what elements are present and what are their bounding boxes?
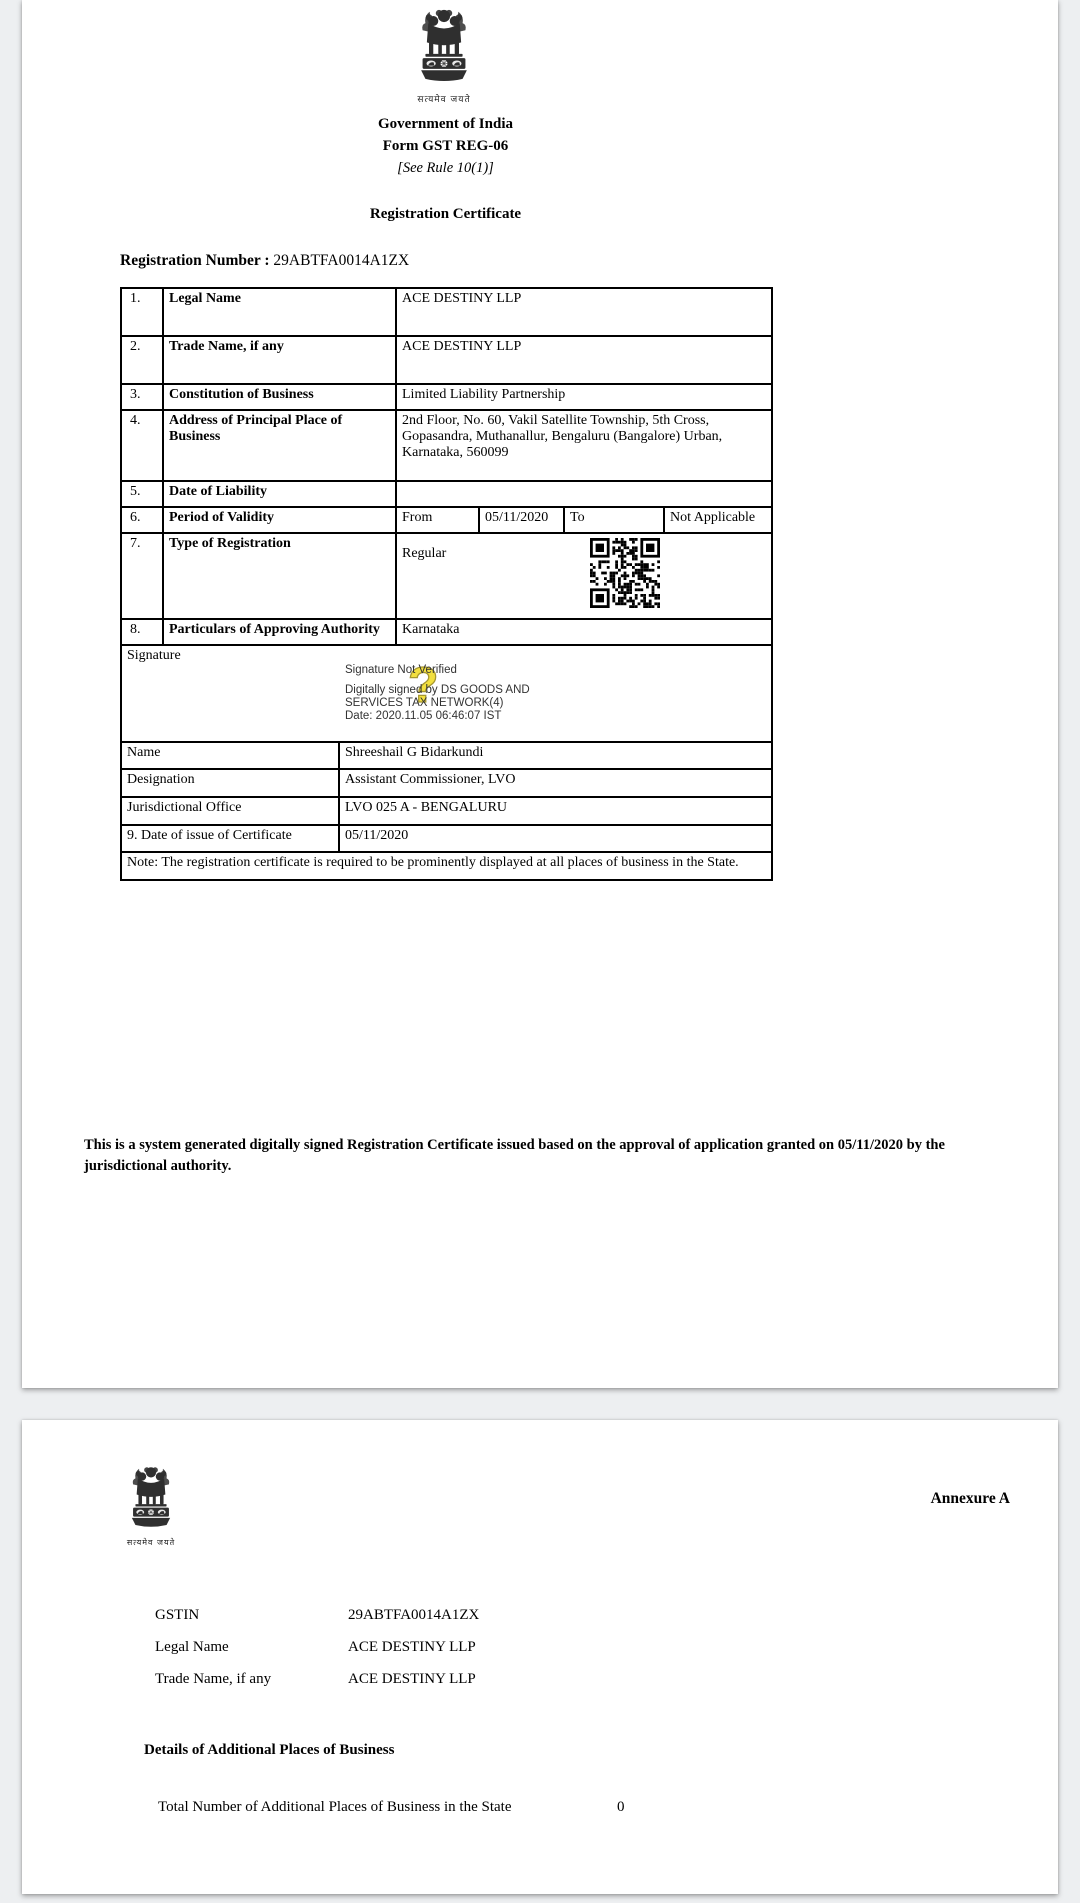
table-row: [121, 410, 772, 481]
total-places-value: 0: [617, 1799, 625, 1815]
signature-cell: [121, 645, 772, 742]
certificate-title: Registration Certificate: [369, 206, 522, 222]
system-generated-statement: This is a system generated digitally signed Registration Certificate issued based on the approval of application granted on 05/11/2020 by the jurisdictional authority.: [84, 1137, 945, 1174]
field-label: GSTIN: [155, 1607, 200, 1623]
row-number: 6.: [121, 507, 163, 533]
form-title: Form GST REG-06: [382, 138, 509, 154]
officer-label: Jurisdictional Office: [121, 797, 339, 825]
emblem-block: [388, 6, 500, 105]
officer-value: LVO 025 A - BENGALURU: [339, 797, 772, 825]
row-label: Particulars of Approving Authority: [163, 619, 396, 645]
row-number: 8.: [121, 619, 163, 645]
registration-number-line: [120, 252, 409, 270]
annexure-label: Annexure A: [930, 1490, 1010, 1507]
note-text: Note: The registration certificate is required to be prominently displayed at all places of business in the State.: [121, 852, 772, 880]
national-emblem-icon: [121, 1464, 181, 1531]
row-number: 3.: [121, 384, 163, 410]
row-number: 7.: [121, 533, 163, 619]
field-label: Trade Name, if any: [155, 1671, 272, 1687]
question-mark-icon: ?: [408, 657, 439, 713]
page-1: [22, 0, 1058, 1388]
officer-label: 9. Date of issue of Certificate: [121, 825, 339, 852]
note-row: [121, 852, 772, 880]
signature-not-verified-text: Signature Not Verified: [345, 664, 457, 676]
table-row: [121, 336, 772, 384]
registration-number-label: Registration Number :: [120, 252, 270, 269]
officer-value: 05/11/2020: [339, 825, 772, 852]
row-label: Type of Registration: [163, 533, 396, 619]
field-value: ACE DESTINY LLP: [348, 1639, 476, 1655]
table-row: [121, 288, 772, 336]
row-value: ACE DESTINY LLP: [396, 288, 772, 336]
digitally-signed-line2: SERVICES TAX NETWORK(4): [345, 697, 504, 709]
row-number: 4.: [121, 410, 163, 481]
row-value: [396, 481, 772, 507]
registration-type-cell: [396, 533, 772, 619]
row-label: Trade Name, if any: [163, 336, 396, 384]
govt-title: Government of India: [378, 116, 513, 132]
row-number: 1.: [121, 288, 163, 336]
officer-row: [121, 742, 772, 769]
officer-value: Shreeshail G Bidarkundi: [339, 742, 772, 769]
field-row: [155, 1607, 479, 1639]
field-row: [155, 1639, 479, 1671]
field-value: ACE DESTINY LLP: [348, 1671, 476, 1687]
registration-table: [120, 287, 773, 881]
officer-label: Designation: [121, 769, 339, 797]
validity-row: [121, 507, 772, 533]
row-label: Date of Liability: [163, 481, 396, 507]
officer-row: [121, 769, 772, 797]
validity-to-label: To: [564, 507, 664, 533]
row-label: Constitution of Business: [163, 384, 396, 410]
row-label: Legal Name: [163, 288, 396, 336]
field-row: [155, 1671, 479, 1703]
emblem-block: [103, 1464, 199, 1548]
registration-number-value: 29ABTFA0014A1ZX: [273, 252, 410, 269]
field-value: 29ABTFA0014A1ZX: [348, 1607, 480, 1623]
signature-label: Signature: [127, 648, 181, 663]
officer-row: [121, 825, 772, 852]
table-row: [121, 481, 772, 507]
registration-type-value: Regular: [402, 546, 447, 561]
row-number: 5.: [121, 481, 163, 507]
row-value: 2nd Floor, No. 60, Vakil Satellite Township, 5th Cross, Gopasandra, Muthanallur, Bengaluru (Bangalore) Urban, Karnataka, 560099: [396, 410, 772, 481]
row-value: Limited Liability Partnership: [396, 384, 772, 410]
main-table: [120, 287, 773, 743]
validity-from-value: 05/11/2020: [479, 507, 564, 533]
qr-code: [590, 538, 660, 608]
officer-table: [120, 741, 773, 881]
field-label: Legal Name: [155, 1639, 229, 1655]
motto-text: सत्यमेव जयते: [417, 95, 471, 105]
validity-from-label: From: [396, 507, 479, 533]
row-label: Address of Principal Place of Business: [163, 410, 396, 481]
registration-type-row: [121, 533, 772, 619]
page-2: [22, 1420, 1058, 1894]
officer-row: [121, 797, 772, 825]
officer-value: Assistant Commissioner, LVO: [339, 769, 772, 797]
national-emblem-icon: [408, 6, 480, 86]
row-value: Karnataka: [396, 619, 772, 645]
rule-subtitle: [See Rule 10(1)]: [397, 160, 494, 176]
digitally-signed-line1: Digitally signed by DS GOODS AND: [345, 684, 530, 696]
annexure-fields: [155, 1607, 479, 1703]
details-heading: Details of Additional Places of Business: [144, 1742, 395, 1758]
approving-authority-row: [121, 619, 772, 645]
row-number: 2.: [121, 336, 163, 384]
motto-text: सत्यमेव जयते: [126, 1538, 176, 1547]
signature-date-line: Date: 2020.11.05 06:46:07 IST: [345, 710, 502, 722]
validity-to-value: Not Applicable: [664, 507, 772, 533]
digital-signature-block: [345, 664, 530, 723]
row-value: ACE DESTINY LLP: [396, 336, 772, 384]
signature-row: [121, 645, 772, 742]
row-label: Period of Validity: [163, 507, 396, 533]
table-row: [121, 384, 772, 410]
total-places-label: Total Number of Additional Places of Business in the State: [158, 1799, 512, 1815]
officer-label: Name: [121, 742, 339, 769]
